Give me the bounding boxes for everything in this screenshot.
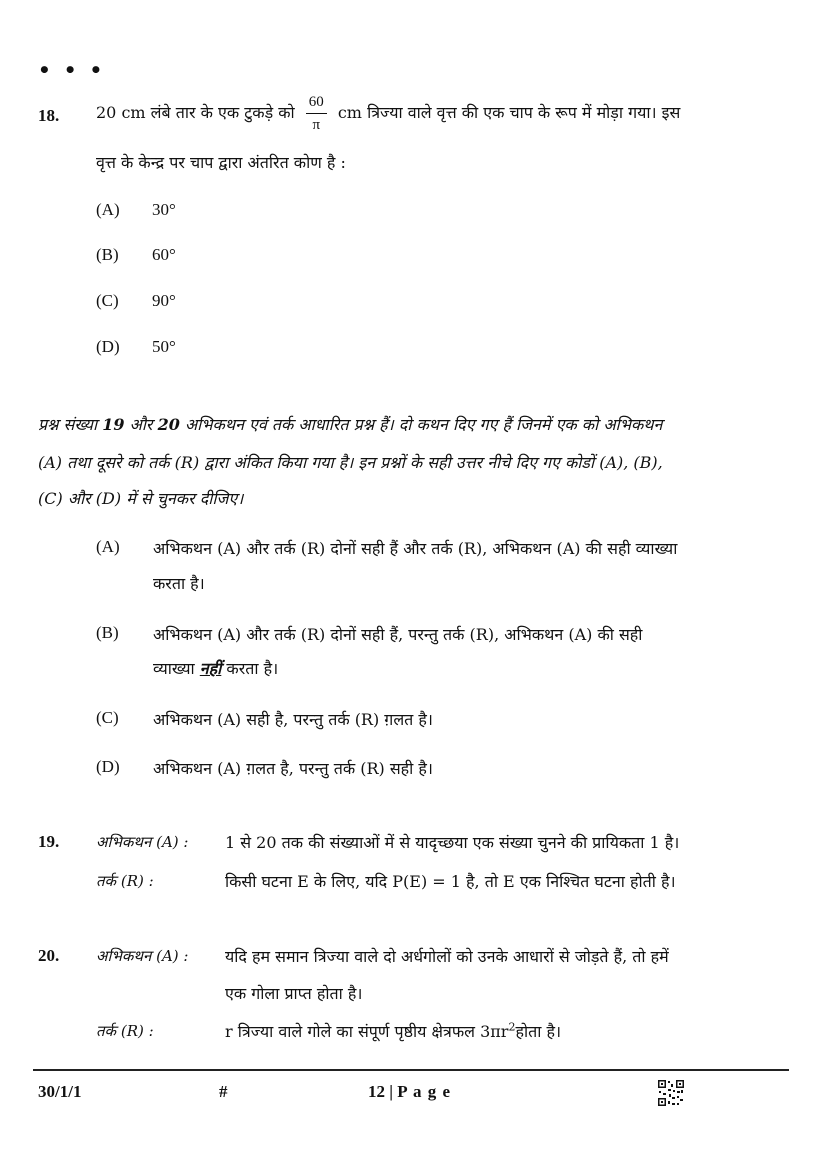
footer-hash: #: [219, 1082, 228, 1101]
q20-assertion-line1: यदि हम समान त्रिज्या वाले दो अर्धगोलों को उनके आधारों से जोड़ते हैं, तो हमें: [225, 947, 669, 966]
option-label: (C): [96, 291, 119, 310]
q20-reason: [225, 1020, 561, 1042]
option-value: 60°: [152, 245, 176, 264]
q19-assertion: 1 से 20 तक की संख्याओं में से यादृच्छया एक संख्या चुनने की प्रायिकता 1 है।: [225, 833, 680, 852]
option-value: 90°: [152, 291, 176, 310]
q19-number: 19.: [38, 832, 60, 851]
ar-option-b-label: (B): [96, 623, 119, 642]
footer-divider: [33, 1069, 789, 1071]
q19-reason: किसी घटना E के लिए, यदि P(E) = 1 है, तो E एक निश्चित घटना होती है।: [225, 872, 676, 891]
q18-text-before: 20 cm लंबे तार के एक टुकड़े को: [96, 103, 295, 122]
q20-reason-exponent: 2: [508, 1020, 516, 1034]
q18-option-c: [96, 291, 176, 311]
option-value: 30°: [152, 200, 176, 219]
instructions-line1: [38, 413, 662, 435]
q20-assertion-line2: एक गोला प्राप्त होता है।: [225, 984, 363, 1003]
ar-b-line2-pre: व्याख्या: [153, 659, 195, 678]
option-label: (A): [96, 200, 120, 219]
option-value: 50°: [152, 337, 176, 356]
ar-option-a-label: (A): [96, 537, 120, 556]
instr-q19: 19: [102, 415, 125, 434]
instr-text-1: प्रश्न संख्या: [38, 415, 98, 434]
instr-q20: 20: [157, 415, 180, 434]
option-label: (D): [96, 337, 120, 356]
instr-text-3: अभिकथन एवं तर्क आधारित प्रश्न हैं। दो कथन दिए गए हैं जिनमें एक को अभिकथन: [184, 415, 663, 434]
q18-text-after: cm त्रिज्या वाले वृत्त की एक चाप के रूप में मोड़ा गया। इस: [337, 103, 681, 122]
qr-code-icon: [657, 1079, 685, 1107]
header-dots: • • •: [38, 58, 106, 82]
ar-b-emphasis: नहीं: [199, 659, 222, 678]
q19-assertion-label: अभिकथन (A) :: [96, 833, 189, 851]
page-number-value: 12 |: [368, 1082, 393, 1101]
instr-text-2: और: [129, 415, 153, 434]
page-number: [368, 1082, 451, 1102]
ar-option-c-line1: अभिकथन (A) सही है, परन्तु तर्क (R) ग़लत है।: [153, 710, 433, 729]
q18-fraction: [306, 94, 327, 133]
q18-line1: [96, 94, 680, 133]
q20-reason-post: होता है।: [515, 1022, 562, 1041]
q18-option-d: [96, 337, 176, 357]
q20-number: 20.: [38, 946, 60, 965]
q20-assertion-label: अभिकथन (A) :: [96, 947, 189, 965]
q18-number: 18.: [38, 106, 60, 125]
q20-reason-pre: r त्रिज्या वाले गोले का संपूर्ण पृष्ठीय क्षेत्रफल 3πr: [225, 1022, 509, 1041]
page-word: P a g e: [397, 1082, 451, 1101]
ar-option-a-line1: अभिकथन (A) और तर्क (R) दोनों सही हैं और तर्क (R), अभिकथन (A) की सही व्याख्या: [153, 539, 678, 558]
ar-option-a-line2: करता है।: [153, 574, 205, 593]
ar-option-c-label: (C): [96, 708, 119, 727]
instructions-line2: (A) तथा दूसरे को तर्क (R) द्वारा अंकित किया गया है। इन प्रश्नों के सही उत्तर नीचे दिए गए कोडों (A), (B),: [38, 453, 663, 472]
paper-code: 30/1/1: [38, 1082, 82, 1101]
q18-line2: वृत्त के केन्द्र पर चाप द्वारा अंतरित कोण है :: [96, 153, 346, 172]
q18-fraction-numerator: 60: [306, 94, 327, 114]
option-label: (B): [96, 245, 119, 264]
q18-option-a: [96, 200, 176, 220]
ar-option-b-line2: [153, 657, 278, 679]
ar-option-b-line1: अभिकथन (A) और तर्क (R) दोनों सही हैं, परन्तु तर्क (R), अभिकथन (A) की सही: [153, 625, 643, 644]
ar-b-line2-post: करता है।: [226, 659, 279, 678]
q20-reason-label: तर्क (R) :: [96, 1022, 154, 1040]
instructions-line3: (C) और (D) में से चुनकर दीजिए।: [38, 489, 244, 508]
ar-option-d-label: (D): [96, 757, 120, 776]
q18-option-b: [96, 245, 176, 265]
q18-fraction-denominator: π: [312, 116, 321, 133]
q19-reason-label: तर्क (R) :: [96, 872, 154, 890]
ar-option-d-line1: अभिकथन (A) ग़लत है, परन्तु तर्क (R) सही है।: [153, 759, 433, 778]
